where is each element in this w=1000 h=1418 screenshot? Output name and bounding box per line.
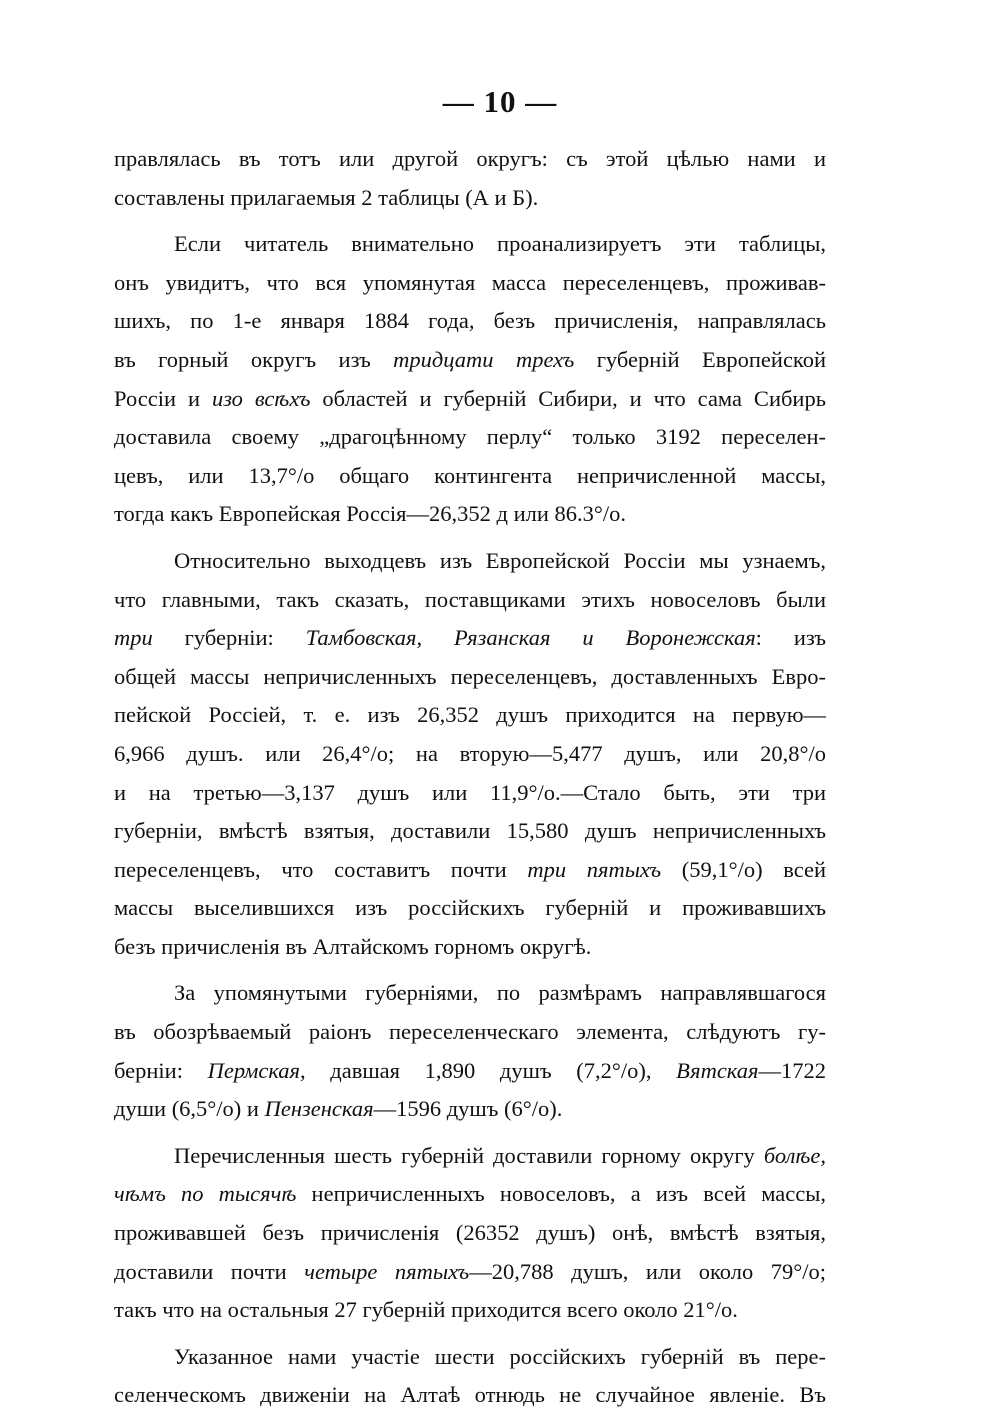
text-run: —1722: [758, 1057, 826, 1083]
paragraph-2: [114, 225, 826, 534]
text-run: правлялась въ тотъ или другой округъ: съ этой цѣлью нами и: [114, 146, 826, 171]
text-line: [114, 774, 826, 813]
text-line: [114, 1376, 826, 1415]
italic-emphasis: изо всѣхъ: [211, 385, 311, 411]
italic-emphasis: три: [114, 625, 153, 651]
text-run: безъ причисленія въ Алтайскомъ горномъ округѣ.: [114, 933, 592, 959]
paragraph-5: [114, 1137, 826, 1330]
text-run: —20,788 душъ, или около 79°/о;: [469, 1258, 827, 1284]
text-line: [114, 581, 826, 620]
body-text: [114, 140, 826, 1415]
text-line: [114, 140, 826, 179]
italic-emphasis: Пермская: [207, 1057, 301, 1083]
italic-emphasis: три пятыхъ: [527, 856, 662, 882]
paragraph-3: [114, 542, 826, 967]
text-line: [114, 1175, 826, 1214]
text-line: [114, 889, 826, 928]
text-line: [114, 1090, 826, 1129]
text-line: [114, 1291, 826, 1330]
text-run: 6,966 душъ. или 26,4°/о; на вторую—5,477 душъ, или 20,8°/о: [114, 740, 826, 766]
text-line: [114, 928, 826, 967]
text-run: цевъ, или 13,7°/о общаго контингента непричисленной массы,: [114, 462, 826, 488]
text-run: губерніи, вмѣстѣ взятыя, доставили 15,580 душъ непричисленныхъ: [114, 818, 826, 844]
text-run: берніи:: [114, 1057, 208, 1083]
text-line: [114, 851, 826, 890]
text-run: въ горный округъ изъ: [114, 346, 394, 372]
text-run: губерніи:: [152, 625, 306, 651]
text-run: и на третью—3,137 душъ или 11,9°/о.—Стало быть, эти три: [114, 779, 826, 805]
text-line: [114, 1013, 826, 1052]
text-line: [114, 1052, 826, 1091]
text-run: пейской Россіей, т. е. изъ 26,352 душъ приходится на первую—: [114, 702, 826, 728]
paragraph-4: [114, 974, 826, 1128]
text-run: составлены прилагаемыя 2 таблицы (А и Б).: [114, 184, 539, 210]
text-line: [114, 380, 826, 419]
text-run: селенческомъ движеніи на Алтаѣ отнюдь не случайное явленіе. Въ: [114, 1382, 826, 1408]
text-run: Относительно выходцевъ изъ Европейской Россіи мы узнаемъ,: [174, 547, 826, 573]
text-run: что главными, такъ сказать, поставщиками этихъ новоселовъ были: [114, 586, 826, 612]
text-run: души (6,5°/о) и: [114, 1096, 265, 1122]
text-run: —1596 душъ (6°/о).: [373, 1096, 563, 1122]
italic-emphasis: Тамбовская, Рязанская и Воронежская: [305, 625, 756, 651]
text-run: проживавшей безъ причисленія (26352 душъ) онѣ, вмѣстѣ взятыя,: [114, 1220, 826, 1246]
text-run: тогда какъ Европейская Россія—26,352 д или 86.3°/о.: [114, 501, 627, 527]
text-line: [114, 1214, 826, 1253]
text-run: общей массы непричисленныхъ переселенцевъ, доставленныхъ Евро-: [114, 663, 826, 689]
text-line: [114, 658, 826, 697]
italic-emphasis: чѣмъ по тысячѣ: [114, 1181, 297, 1207]
text-run: Если читатель внимательно проанализируетъ эти таблицы,: [174, 231, 826, 257]
text-line: [114, 341, 826, 380]
text-line: [114, 418, 826, 457]
text-line: [114, 974, 826, 1013]
text-line: [114, 542, 826, 581]
text-run: переселенцевъ, что составитъ почти: [114, 856, 528, 882]
text-line: [114, 179, 826, 218]
text-run: Перечисленныя шесть губерній доставили горному округу: [174, 1142, 764, 1168]
text-run: : изъ: [755, 625, 826, 651]
text-line: [114, 812, 826, 851]
text-line: [114, 302, 826, 341]
text-run: онъ увидитъ, что вся упомянутая масса переселенцевъ, проживав-: [114, 269, 826, 295]
text-run: такъ что на остальныя 27 губерній приходится всего около 21°/о.: [114, 1297, 738, 1323]
text-line: [114, 225, 826, 264]
text-line: [114, 619, 826, 658]
text-run: губерній Европейской: [574, 346, 827, 372]
text-run: областей и губерній Сибири, и что сама Сибирь: [310, 385, 826, 411]
text-run: непричисленныхъ новоселовъ, а изъ всей массы,: [296, 1181, 827, 1207]
paragraph-1: [114, 140, 826, 217]
italic-emphasis: Вятская: [676, 1057, 759, 1083]
italic-emphasis: Пензенская: [264, 1096, 374, 1122]
text-run: Россіи и: [114, 385, 212, 411]
text-line: [114, 495, 826, 534]
text-run: массы выселившихся изъ россійскихъ губерній и проживавшихъ: [114, 895, 826, 921]
text-run: (59,1°/о) всей: [661, 856, 826, 882]
text-run: шихъ, по 1-е января 1884 года, безъ причисленія, направлялась: [114, 308, 826, 334]
text-run: доставили почти: [114, 1258, 305, 1284]
text-line: [114, 1338, 826, 1377]
text-line: [114, 457, 826, 496]
italic-emphasis: тридцати трехъ: [393, 346, 575, 372]
text-run: Указанное нами участіе шести россійскихъ губерній въ пере-: [174, 1343, 826, 1369]
text-line: [114, 1253, 826, 1292]
italic-emphasis: четыре пятыхъ: [304, 1258, 470, 1284]
paragraph-6: [114, 1338, 826, 1415]
italic-emphasis: болѣе,: [763, 1142, 826, 1168]
page-number: — 10 —: [442, 84, 558, 119]
text-line: [114, 1137, 826, 1176]
text-run: , давшая 1,890 душъ (7,2°/о),: [300, 1057, 677, 1083]
text-run: въ обозрѣваемый раіонъ переселенческаго элемента, слѣдуютъ гу-: [114, 1019, 826, 1045]
text-line: [114, 264, 826, 303]
text-line: [114, 696, 826, 735]
text-line: [114, 735, 826, 774]
text-run: За упомянутыми губерніями, по размѣрамъ направлявшагося: [174, 980, 826, 1006]
text-run: доставила своему „драгоцѣнному перлу“ только 3192 переселен-: [114, 424, 826, 450]
